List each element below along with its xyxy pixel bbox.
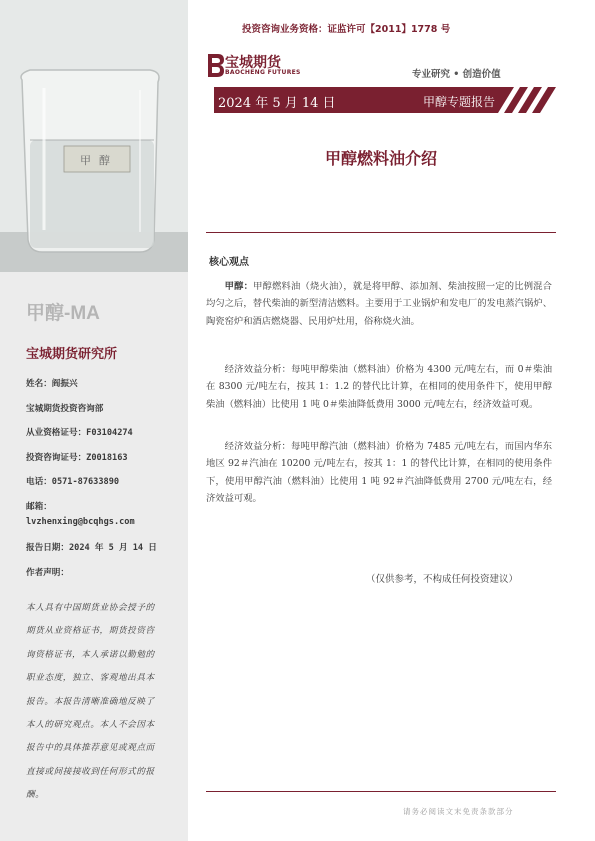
email-address[interactable]: lvzhenxing@bcqhgs.com — [26, 517, 135, 527]
phone: 电话：0571-87633890 — [26, 477, 120, 487]
beaker-illustration — [0, 0, 188, 272]
analyst-name: 姓名：阎振兴 — [26, 379, 78, 389]
title-divider — [206, 232, 556, 233]
license-number: 从业资格证号：F03104274 — [26, 428, 133, 438]
report-date: 报告日期：2024 年 5 月 14 日 — [26, 543, 157, 553]
department: 宝城期货投资咨询部 — [26, 404, 104, 414]
institute-name: 宝城期货研究所 — [26, 347, 118, 362]
footer-divider — [206, 791, 556, 792]
report-title: 甲醇燃料油介绍 — [324, 149, 437, 168]
paragraph-lead: 甲醇： — [224, 281, 254, 292]
logo-text-cn: 宝城期货 — [225, 55, 281, 71]
banner-date: 2024 年 5 月 14 日 — [218, 96, 336, 111]
methanol-beaker-photo — [0, 0, 188, 272]
baocheng-logo-icon — [205, 52, 225, 78]
paragraph-body: 甲醇燃料油（烧火油），就是将甲醇、添加剂、柴油按照一定的比例混合均匀之后，替代柴油的新型清洁燃料。主要用于工业锅炉和发电厂的发电蒸汽锅炉、陶瓷窑炉和酒店燃烧器、民用炉灶用，俗称烧火油。 — [206, 281, 552, 327]
author-disclaimer: 本人具有中国期货业协会授予的期货从业资格证书，期货投资咨询资格证书，本人承诺以勤勉的职业态度，独立、客观地出具本报告。本报告清晰准确地反映了本人的研究观点。本人不会因本报告中的具体推荐意见或观点而直接或间接接收到任何形式的报酬。 — [26, 603, 155, 801]
author-statement-label: 作者声明： — [26, 568, 69, 578]
disclaimer-note: （仅供参考，不构成任何投资建议） — [366, 574, 519, 585]
paragraph-methanol-intro — [206, 278, 552, 330]
product-code: 甲醇-MA — [26, 303, 100, 324]
section-heading: 核心观点 — [209, 257, 249, 268]
beaker-label: 甲醇 — [80, 154, 118, 167]
logo-text-en: BAOCHENG FUTURES — [225, 69, 301, 76]
footer-notice: 请务必阅读文末免责条款部分 — [403, 807, 514, 816]
paragraph-gasoline-analysis: 经济效益分析：每吨甲醇汽油（燃料油）价格为 7485 元/吨左右，而国内华东地区 92＃汽油在 10200 元/吨左右，按其 1：1 的替代比计算，在相同的使用条件下，使用甲醇汽油（燃料油）比使用 1 吨 92＃汽油降低费用 2700 元/吨左右，经济效益可观。 — [206, 441, 552, 504]
sidebar — [0, 0, 188, 841]
paragraph-diesel-analysis: 经济效益分析：每吨甲醇柴油（燃料油）价格为 4300 元/吨左右，而 0＃柴油在 8300 元/吨左右，按其 1：1.2 的替代比计算，在相同的使用条件下，使用甲醇柴油（燃料油）比使用 1 吨 0＃柴油降低费用 3000 元/吨左右，经济效益可观。 — [206, 364, 552, 410]
email-label: 邮箱： — [26, 502, 52, 512]
slogan: 专业研究 • 创造价值 — [412, 69, 501, 80]
consulting-number: 投资咨询证号：Z0018163 — [26, 453, 128, 463]
report-type: 甲醇专题报告 — [423, 95, 496, 109]
qualification-line: 投资咨询业务资格：证监许可【2011】1778 号 — [242, 24, 451, 35]
